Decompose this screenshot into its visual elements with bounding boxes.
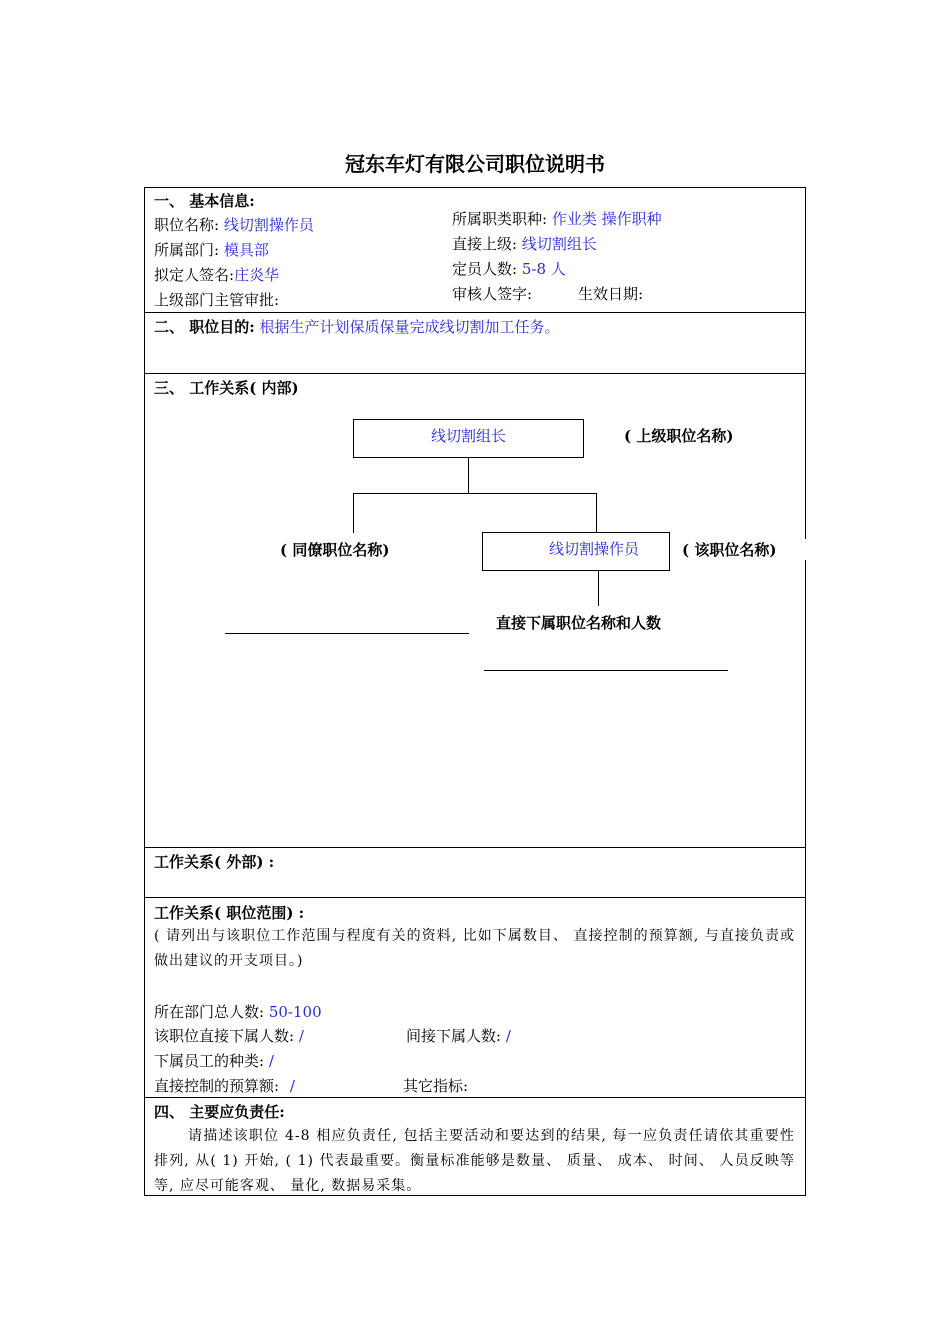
scope-instruction: ( 请列出与该职位工作范围与程度有关的资料, 比如下属数目、 直接控制的预算额, 与直接负责或做出建议的开支项目。) (154, 928, 795, 969)
drafter-row (154, 264, 279, 285)
org-connector (598, 571, 599, 606)
headcount-value: 5-8 人 (521, 260, 566, 278)
direct-sub-row (154, 1025, 304, 1046)
job-family-value: 作业类 操作职种 (551, 210, 662, 228)
job-family-label: 所属职类职种: (452, 210, 548, 228)
duties-instruction: 请描述该职位 4-8 相应负责任, 包括主要活动和要达到的结果, 每一应负责任请依其重要性排列, 从( 1) 开始, ( 1) 代表最重要。衡量标准能够是数量、 质量、 成本、 时间、 人员反映等等, 应尽可能客观、 量化, 数据易采集。 (154, 1128, 795, 1194)
row-divider (144, 847, 806, 848)
headcount-row (452, 258, 566, 279)
purpose-heading: 二、 职位目的: (154, 318, 255, 336)
document-title: 冠东车灯有限公司职位说明书 (345, 152, 605, 176)
self-position-box: 线切割操作员 (482, 532, 670, 571)
external-relations-heading: 工作关系( 外部) : (154, 853, 275, 871)
position-name-row (154, 214, 314, 235)
direct-sub-label: 该职位直接下属人数: (154, 1027, 295, 1045)
row-divider (144, 1097, 806, 1098)
dept-total-label: 所在部门总人数: (154, 1003, 265, 1021)
row-divider (144, 373, 806, 374)
indirect-sub-value: / (505, 1027, 511, 1045)
purpose-text: 根据生产计划保质保量完成线切割加工任务。 (259, 318, 560, 336)
indirect-sub-row (406, 1025, 511, 1046)
other-indicators-label: 其它指标: (403, 1077, 469, 1095)
indirect-sub-label: 间接下属人数: (406, 1027, 502, 1045)
org-connector (596, 493, 597, 533)
duties-heading: 四、 主要应负责任: (154, 1103, 285, 1121)
superior-caption: ( 上级职位名称) (624, 427, 734, 445)
sub-types-label: 下属员工的种类: (154, 1052, 265, 1070)
org-connector (468, 458, 469, 494)
job-family-row (452, 208, 662, 229)
approver-label: 上级部门主管审批: (154, 291, 280, 309)
position-name-value: 线切割操作员 (223, 216, 314, 234)
effective-date-label: 生效日期: (578, 285, 644, 303)
peer-entry-line (225, 633, 469, 634)
self-caption: ( 该职位名称) (682, 539, 806, 560)
drafter-value: 庄炎华 (234, 266, 280, 284)
subordinate-entry-line (484, 670, 728, 671)
budget-value: / (289, 1077, 295, 1095)
department-row (154, 239, 269, 260)
position-name-label: 职位名称: (154, 216, 220, 234)
purpose-row (154, 316, 560, 337)
scope-heading: 工作关系( 职位范围) : (154, 904, 305, 922)
department-label: 所属部门: (154, 241, 220, 259)
supervisor-label: 直接上级: (452, 235, 518, 253)
sub-types-row (154, 1050, 274, 1071)
supervisor-value: 线切割组长 (521, 235, 597, 253)
internal-relations-heading: 三、 工作关系( 内部) (154, 379, 299, 397)
direct-sub-value: / (298, 1027, 304, 1045)
subordinate-caption: 直接下属职位名称和人数 (496, 614, 662, 632)
budget-label: 直接控制的预算额: (154, 1077, 280, 1095)
dept-total-row (154, 1001, 322, 1022)
peer-caption: ( 同僚职位名称) (280, 541, 390, 559)
row-divider (144, 897, 806, 898)
dept-total-value: 50-100 (268, 1003, 322, 1021)
budget-row (154, 1075, 295, 1096)
department-value: 模具部 (223, 241, 269, 259)
headcount-label: 定员人数: (452, 260, 518, 278)
superior-position-box: 线切割组长 (353, 419, 584, 458)
supervisor-row (452, 233, 597, 254)
row-divider (144, 312, 806, 313)
org-connector (353, 493, 597, 494)
reviewer-label: 审核人签字: (452, 285, 533, 303)
drafter-label: 拟定人签名: (154, 266, 235, 284)
org-connector (353, 493, 354, 533)
basic-info-heading: 一、 基本信息: (154, 192, 255, 210)
sub-types-value: / (268, 1052, 274, 1070)
